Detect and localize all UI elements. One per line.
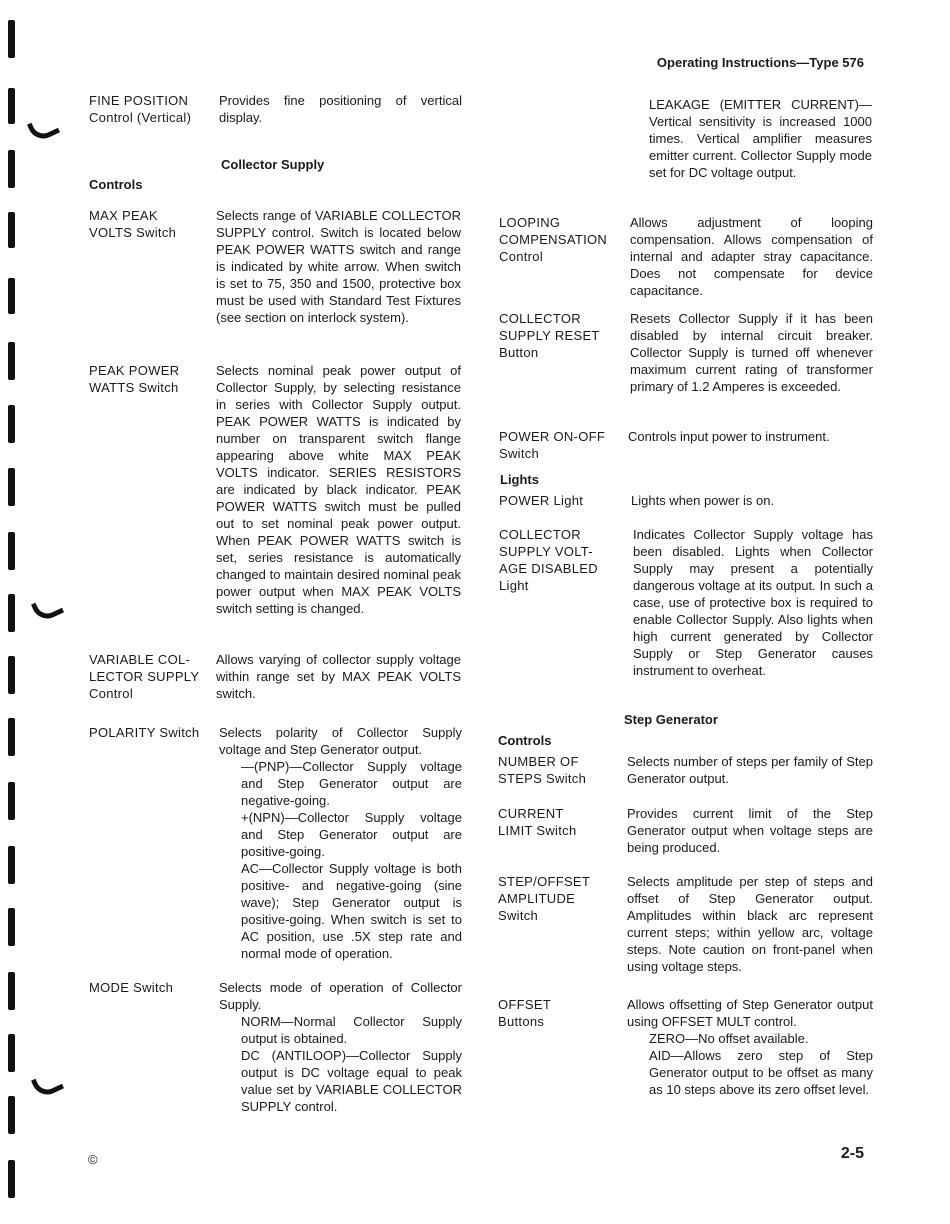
entry-label: POWER Light (499, 493, 584, 508)
binding-mark (8, 1096, 15, 1134)
binding-mark (8, 908, 15, 946)
binding-mark (8, 278, 15, 314)
binding-mark (8, 846, 15, 884)
option-npn: +(NPN)—Collector Supply voltage and Step Generator output are positive-going. (241, 810, 462, 859)
entry-description: Selects range of VARIABLE COLLECTOR SUPPLY control. Switch is located below PEAK POWER WATTS switch and range is indicated by white arrow. When switch is set to 75, 350 and 1500, protective box must be used with Standard Test Fixtures (see section on interlock system). (216, 208, 461, 325)
option-zero: ZERO—No offset available. (649, 1031, 809, 1046)
binding-hook (31, 593, 64, 623)
binding-mark (8, 1160, 15, 1198)
page-header: Operating Instructions—Type 576 (656, 55, 864, 70)
entry-description: Selects mode of operation of Collector Supply. (219, 980, 462, 1012)
copyright-mark: © (88, 1152, 98, 1167)
binding-hook (27, 113, 60, 143)
entry-description: Resets Collector Supply if it has been disabled by internal circuit breaker. Collector Supply is turned off whenever maximum current rating of transformer primary of 1.2 Amperes is exceeded. (630, 311, 873, 394)
binding-mark (8, 212, 15, 248)
entry-label: OFFSET Buttons (498, 997, 552, 1029)
binding-mark (8, 972, 15, 1010)
entry-description: Selects polarity of Collector Supply voltage and Step Generator output. (219, 725, 462, 757)
binding-mark (8, 405, 15, 443)
entry-description: Allows adjustment of looping compensation. Allows compensation of internal and adapter stray capacitance. Does not compensate for device capacitance. (630, 215, 873, 298)
binding-mark (8, 150, 15, 188)
binding-mark (8, 20, 15, 58)
option-aid: AID—Allows zero step of Step Generator output to be offset as many as 10 steps above its zero offset level. (649, 1048, 873, 1097)
option-leakage: LEAKAGE (EMITTER CURRENT)—Vertical sensitivity is increased 1000 times. Vertical amplifier measures emitter current. Collector Supply mode set for DC voltage output. (649, 97, 872, 180)
entry-label: NUMBER OF STEPS Switch (498, 754, 587, 786)
subheading-lights: Lights (500, 472, 539, 487)
entry-label: POLARITY Switch (89, 725, 200, 740)
binding-hook (31, 1069, 64, 1099)
option-norm: NORM—Normal Collector Supply output is obtained. (241, 1014, 462, 1046)
entry-label: STEP/OFFSET AMPLITUDE Switch (498, 874, 591, 923)
entry-label: MODE Switch (89, 980, 174, 995)
option-ac: AC—Collector Supply voltage is both positive- and negative-going (sine wave); Step Generator output is positive-going. When switch is set to AC position, use .5X step rate and normal mode of operation. (241, 861, 462, 961)
binding-mark (8, 532, 15, 570)
subheading-controls: Controls (89, 177, 143, 192)
binding-mark (8, 782, 15, 820)
binding-mark (8, 656, 15, 694)
entry-label: FINE POSITION Control (Vertical) (89, 93, 192, 125)
entry-label: COLLECTOR SUPPLY RESET Button (499, 311, 600, 360)
entry-label: POWER ON-OFF Switch (499, 429, 606, 461)
binding-mark (8, 718, 15, 756)
binding-mark (8, 88, 15, 124)
subheading-controls: Controls (498, 733, 552, 748)
binding-mark (8, 1034, 15, 1072)
entry-label: PEAK POWER WATTS Switch (89, 363, 180, 395)
binding-mark (8, 594, 15, 632)
entry-description: Allows varying of collector supply voltage within range set by MAX PEAK VOLTS switch. (216, 652, 461, 701)
entry-description: Indicates Collector Supply voltage has been disabled. Lights when Collector Supply may present a potentially dangerous voltage at its output. In such a case, use of protective box is required to enable Collector Supply. Also lights when high current generated by Collector Supply or Step Generator causes instrument to overheat. (633, 527, 873, 678)
entry-description: Allows offsetting of Step Generator output using OFFSET MULT control. (627, 997, 873, 1029)
section-heading-step-generator: Step Generator (624, 712, 718, 727)
entry-description: Controls input power to instrument. (628, 429, 830, 444)
entry-description: Selects number of steps per family of Step Generator output. (627, 754, 873, 786)
section-heading-collector-supply: Collector Supply (221, 157, 325, 172)
entry-label: CURRENT LIMIT Switch (498, 806, 577, 838)
option-pnp: —(PNP)—Collector Supply voltage and Step Generator output are negative-going. (241, 759, 462, 808)
entry-description: Selects amplitude per step of steps and offset of Step Generator output. Amplitudes within black arc represent current steps; within yellow arc, voltage steps. Note caution on front-panel when using voltage steps. (627, 874, 873, 974)
page-number: 2-5 (840, 1145, 864, 1162)
entry-description: Provides current limit of the Step Generator output when voltage steps are being produced. (627, 806, 873, 855)
binding-mark (8, 342, 15, 380)
entry-label: COLLECTOR SUPPLY VOLT- AGE DISABLED Light (499, 527, 598, 593)
option-dc: DC (ANTILOOP)—Collector Supply output is DC voltage equal to peak value set by VARIABLE COLLECTOR SUPPLY control. (241, 1048, 462, 1114)
entry-description: Lights when power is on. (631, 493, 775, 508)
entry-description: Provides fine positioning of vertical display. (219, 93, 462, 125)
binding-mark (8, 468, 15, 506)
entry-label: LOOPING COMPENSATION Control (499, 215, 608, 264)
entry-description: Selects nominal peak power output of Collector Supply, by selecting resistance in series with Collector Supply output. PEAK POWER WATTS is indicated by number on transparent switch flange appearing above white MAX PEAK VOLTS indicator. SERIES RESISTORS are indicated by black indicator. PEAK POWER WATTS switch must be pulled out to set nominal peak power output. When PEAK POWER WATTS switch is set, series resistance is automatically changed to maintain desired nominal peak power output when MAX PEAK VOLTS switch setting is changed. (216, 363, 461, 616)
entry-label: VARIABLE COL- LECTOR SUPPLY Control (89, 652, 200, 701)
entry-label: MAX PEAK VOLTS Switch (89, 208, 177, 240)
